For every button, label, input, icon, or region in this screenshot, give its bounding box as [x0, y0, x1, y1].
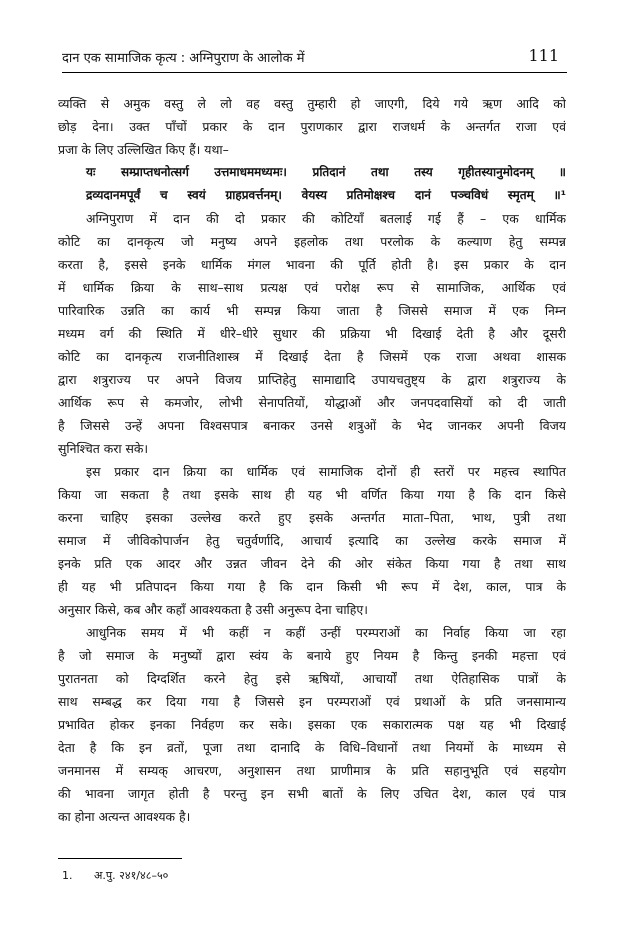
- text-line: इस प्रकार दान क्रिया का धार्मिक एवं सामाजिक दोनों ही स्तरों पर महत्त्व स्थापित: [86, 464, 566, 479]
- page-number: 111: [528, 46, 559, 65]
- running-header: [62, 44, 567, 74]
- text-line: व्यक्ति से अमुक वस्तु ले लो वह वस्तु तुम्हारी हो जाएगी, दिये गये ऋण आदि को: [58, 96, 566, 111]
- text-line: द्वारा शत्रुराज्य पर अपने विजय प्राप्तिहेतु सामाद्यादि उपायचतुष्ट्य के द्वारा शत्रुराज्य के: [58, 372, 566, 387]
- sanskrit-verse: [58, 161, 566, 207]
- text-line: अग्निपुराण में दान की दो प्रकार की कोटियाँ बतलाई गई हैं – एक धार्मिक: [86, 211, 566, 226]
- paragraph: [58, 621, 566, 828]
- page-body: [58, 92, 566, 828]
- verse-line: यः सम्प्राप्तधनोत्सर्ग उत्तमाधममध्यमः। प्रतिदानं तथा तस्य गृहीतस्यानुमोदनम् ॥: [86, 165, 566, 179]
- text-line: में धार्मिक क्रिया के साथ–साथ प्रत्यक्ष एवं परोक्ष रूप से सामाजिक, आर्थिक एवं: [58, 280, 566, 295]
- footnote: [62, 868, 186, 883]
- text-line: आर्थिक रूप से कमजोर, लोभी सेनापतियों, योद्धाओं और जनपदवासियों को दी जाती: [58, 395, 566, 410]
- text-line: करता है, इससे इनके धार्मिक मंगल भावना की पूर्ति होती है। इस प्रकार के दान: [58, 257, 566, 272]
- text-line: ही यह भी प्रतिपादन किया गया है कि दान किसी भी रूप में देश, काल, पात्र के: [58, 579, 566, 594]
- paragraph: [58, 460, 566, 621]
- text-line: अनुसार किसे, कब और कहाँ आवश्यकता है उसी अनुरूप देना चाहिए।: [58, 602, 368, 617]
- text-line: पारिवारिक उन्नति का कार्य भी सम्पन्न किया जाता है जिससे समाज में एक निम्न: [58, 303, 566, 318]
- footnote-number: 1.: [62, 869, 73, 882]
- text-line: प्रजा के लिए उल्लिखित किए हैं। यथा–: [58, 142, 229, 157]
- running-title: दान एक सामाजिक कृत्य : अग्निपुराण के आलोक में: [62, 51, 305, 66]
- text-line: इनके प्रति एक आदर और उन्नत जीवन देने की ओर संकेत किया गया है तथा साथ: [58, 556, 566, 571]
- text-line: है जो समाज के मनुष्यों द्वारा स्वंय के बनाये हुए नियम है किन्तु इनकी महत्ता एवं: [58, 648, 566, 663]
- text-line: किया जा सकता है तथा इसके साथ ही यह भी वर्णित किया गया है कि दान किसे: [58, 487, 566, 502]
- text-line: जनमानस में सम्यक् आचरण, अनुशासन तथा प्राणीमात्र के प्रति सहानुभूति एवं सहयोग: [58, 763, 566, 778]
- text-line: है जिससे उन्हें अपना विश्वसपात्र बनाकर उनसे शत्रुओं के भेद जानकर अपनी विजय: [58, 418, 566, 433]
- text-line: पुरातनता को दिग्दर्शित करने हेतु इसे ऋषियों, आचार्यों तथा ऐतिहासिक पात्रों के: [58, 671, 566, 686]
- verse-line: द्रव्यदानमपूर्वं च स्वयं ग्राहप्रवर्त्तनम्। वेयस्य प्रतिमोक्षश्च दानं पञ्चविधं स्मृतम् ॥¹: [86, 188, 566, 202]
- text-line: कोटि का दानकृत्य जो मनुष्य अपने इहलोक तथा परलोक के कल्याण हेतु सम्पन्न: [58, 234, 566, 249]
- text-line: समाज में जीविकोपार्जन हेतु चतुर्वर्णादि, आचार्य इत्यादि का उल्लेख करके समाज में: [58, 533, 566, 548]
- text-line: का होना अत्यन्त आवश्यक है।: [58, 809, 191, 824]
- footnote-text: अ.पु. २४१/४८–५०: [94, 869, 169, 882]
- text-line: मध्यम वर्ग की स्थिति में धीरे–धीरे सुधार की प्रक्रिया भी दिखाई देती है और दूसरी: [58, 326, 566, 341]
- text-line: सुनिश्चित करा सके।: [58, 441, 149, 456]
- text-line: छोड़ देना। उक्त पाँचों प्रकार के दान पुराणकार द्वारा राजधर्म के अन्तर्गत राजा एवं: [58, 119, 566, 134]
- paragraph: [58, 92, 566, 161]
- text-line: देता है कि इन व्रतों, पूजा तथा दानादि के विधि–विधानों तथा नियमों के माध्यम से: [58, 740, 566, 755]
- text-line: साथ सम्बद्ध कर दिया गया है जिससे इन परम्पराओं एवं प्रथाओं के प्रति जनसामान्य: [58, 694, 566, 709]
- text-line: आधुनिक समय में भी कहीं न कहीं उन्हीं परम्पराओं का निर्वाह किया जा रहा: [86, 625, 566, 640]
- text-line: कोटि का दानकृत्य राजनीतिशास्त्र में दिखाई देता है जिसमें एक राजा अथवा शासक: [58, 349, 566, 364]
- footnote-rule: [58, 858, 182, 859]
- paragraph: [58, 207, 566, 460]
- text-line: करना चाहिए इसका उल्लेख करते हुए इसके अन्तर्गत माता–पिता, भाथ, पुत्री तथा: [58, 510, 566, 525]
- header-rule: [62, 72, 567, 73]
- text-line: प्रभावित होकर इनका निर्वहण कर सके। इसका एक सकारात्मक पक्ष यह भी दिखाई: [58, 717, 566, 732]
- text-line: की भावना जागृत होती है परन्तु इन सभी बातों के लिए उचित देश, काल एवं पात्र: [58, 786, 566, 801]
